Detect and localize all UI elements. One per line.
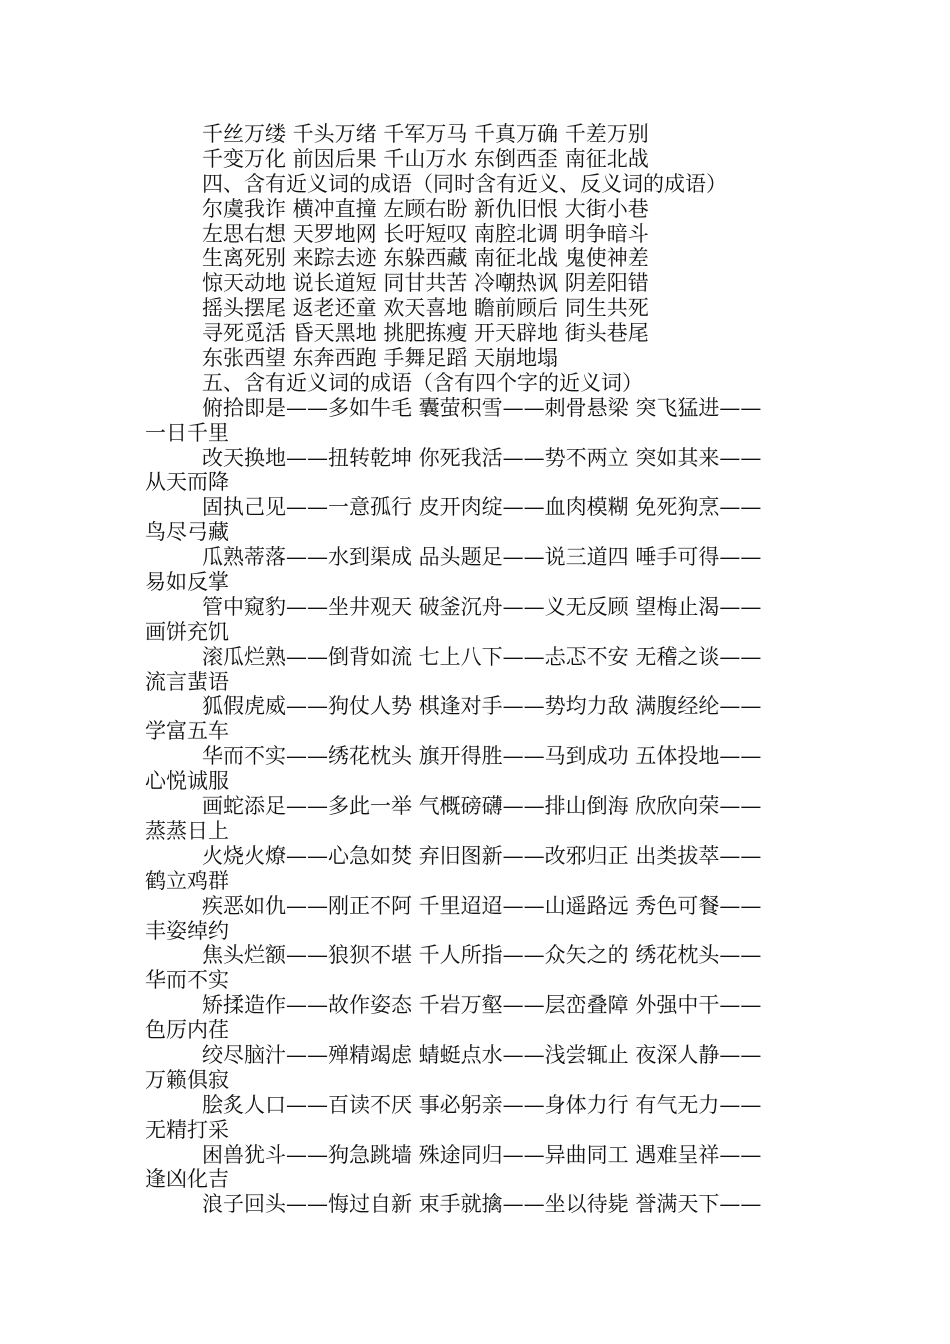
synonym-pair-paragraph: [145, 794, 815, 844]
synonym-pair-paragraph: [145, 1192, 815, 1217]
pair-continuation: 逢凶化吉: [145, 1167, 229, 1192]
pair-continuation: 从天而降: [145, 470, 229, 495]
pair-continuation: 鸟尽弓藏: [145, 520, 229, 545]
idiom-line: 尔虞我诈 横冲直撞 左顾右盼 新仇旧恨 大街小巷: [202, 196, 649, 221]
pair-line: 矫揉造作——故作姿态 千岩万壑——层峦叠障 外强中干——: [202, 993, 762, 1018]
idiom-line: 千丝万缕 千头万绪 千军万马 千真万确 千差万别: [202, 122, 649, 146]
synonym-pair-paragraph: [145, 894, 815, 944]
pair-continuation: 华而不实: [145, 968, 229, 993]
synonym-pair-paragraph: [145, 446, 815, 496]
synonym-pair-paragraph: [145, 844, 815, 894]
idiom-line: 左思右想 天罗地网 长吁短叹 南腔北调 明争暗斗: [202, 221, 649, 246]
pair-line: 滚瓜烂熟——倒背如流 七上八下——忐忑不安 无稽之谈——: [202, 644, 762, 669]
synonym-pair-paragraph: [145, 396, 815, 446]
pair-continuation: 蒸蒸日上: [145, 818, 229, 843]
pair-line: 改天换地——扭转乾坤 你死我活——势不两立 突如其来——: [202, 445, 762, 470]
pair-continuation: 万籁俱寂: [145, 1067, 229, 1092]
pair-continuation: 无精打采: [145, 1117, 229, 1142]
pair-continuation: 丰姿绰约: [145, 918, 229, 943]
idiom-line: 寻死觅活 昏天黑地 挑肥拣瘦 开天辟地 街头巷尾: [202, 321, 649, 346]
synonym-pair-paragraph: [145, 645, 815, 695]
synonym-pair-paragraph: [145, 993, 815, 1043]
pair-line: 瓜熟蒂落——水到渠成 品头题足——说三道四 唾手可得——: [202, 545, 762, 570]
pair-continuation: 流言蜚语: [145, 669, 229, 694]
pair-continuation: 一日千里: [145, 420, 229, 445]
pair-continuation: 易如反掌: [145, 570, 229, 595]
pair-line: 疾恶如仇——刚正不阿 千里迢迢——山遥路远 秀色可餐——: [202, 893, 762, 918]
section-heading-4: 四、含有近义词的成语（同时含有近义、反义词的成语）: [202, 171, 727, 196]
pair-line: 困兽犹斗——狗急跳墙 殊途同归——异曲同工 遇难呈祥——: [202, 1142, 762, 1167]
pair-continuation: 鹤立鸡群: [145, 868, 229, 893]
pair-line: 浪子回头——悔过自新 束手就擒——坐以待毙 誉满天下——: [202, 1192, 762, 1217]
idiom-line: 惊天动地 说长道短 同甘共苦 冷嘲热讽 阴差阳错: [202, 271, 649, 296]
pair-line: 火烧火燎——心急如焚 弃旧图新——改邪归正 出类拔萃——: [202, 843, 762, 868]
synonym-pair-paragraph: [145, 1143, 815, 1193]
idiom-line: 摇头摆尾 返老还童 欢天喜地 瞻前顾后 同生共死: [202, 296, 649, 321]
idiom-line: 东张西望 东奔西跑 手舞足蹈 天崩地塌: [202, 346, 559, 371]
pair-line: 固执己见——一意孤行 皮开肉绽——血肉模糊 免死狗烹——: [202, 495, 762, 520]
pair-continuation: 心悦诚服: [145, 769, 229, 794]
pair-line: 画蛇添足——多此一举 气概磅礴——排山倒海 欣欣向荣——: [202, 794, 762, 819]
synonym-pair-paragraph: [145, 1043, 815, 1093]
synonym-pair-paragraph: [145, 694, 815, 744]
pair-line: 焦头烂额——狼狈不堪 千人所指——众矢之的 绣花枕头——: [202, 943, 762, 968]
synonym-pair-paragraph: [145, 495, 815, 545]
pair-line: 绞尽脑汁——殚精竭虑 蜻蜓点水——浅尝辄止 夜深人静——: [202, 1042, 762, 1067]
document-body: [145, 122, 815, 1217]
section-heading-5: 五、含有近义词的成语（含有四个字的近义词）: [202, 370, 643, 395]
synonym-pair-paragraph: [145, 545, 815, 595]
synonym-pair-paragraph: [145, 595, 815, 645]
pair-line: 华而不实——绣花枕头 旗开得胜——马到成功 五体投地——: [202, 744, 762, 769]
pair-line: 狐假虎威——狗仗人势 棋逢对手——势均力敌 满腹经纶——: [202, 694, 762, 719]
pair-continuation: 画饼充饥: [145, 619, 229, 644]
pair-continuation: 学富五车: [145, 719, 229, 744]
pair-line: 俯拾即是——多如牛毛 囊萤积雪——刺骨悬梁 突飞猛进——: [202, 395, 762, 420]
pair-line: 管中窥豹——坐井观天 破釜沉舟——义无反顾 望梅止渴——: [202, 594, 762, 619]
synonym-pair-paragraph: [145, 1093, 815, 1143]
pair-line: 脍炙人口——百读不厌 事必躬亲——身体力行 有气无力——: [202, 1092, 762, 1117]
synonym-pair-paragraph: [145, 943, 815, 993]
idiom-line: 生离死别 来踪去迹 东躲西藏 南征北战 鬼使神差: [202, 246, 649, 271]
pair-continuation: 色厉内荏: [145, 1018, 229, 1043]
synonym-pair-paragraph: [145, 744, 815, 794]
idiom-line: 千变万化 前因后果 千山万水 东倒西歪 南征北战: [202, 146, 649, 171]
